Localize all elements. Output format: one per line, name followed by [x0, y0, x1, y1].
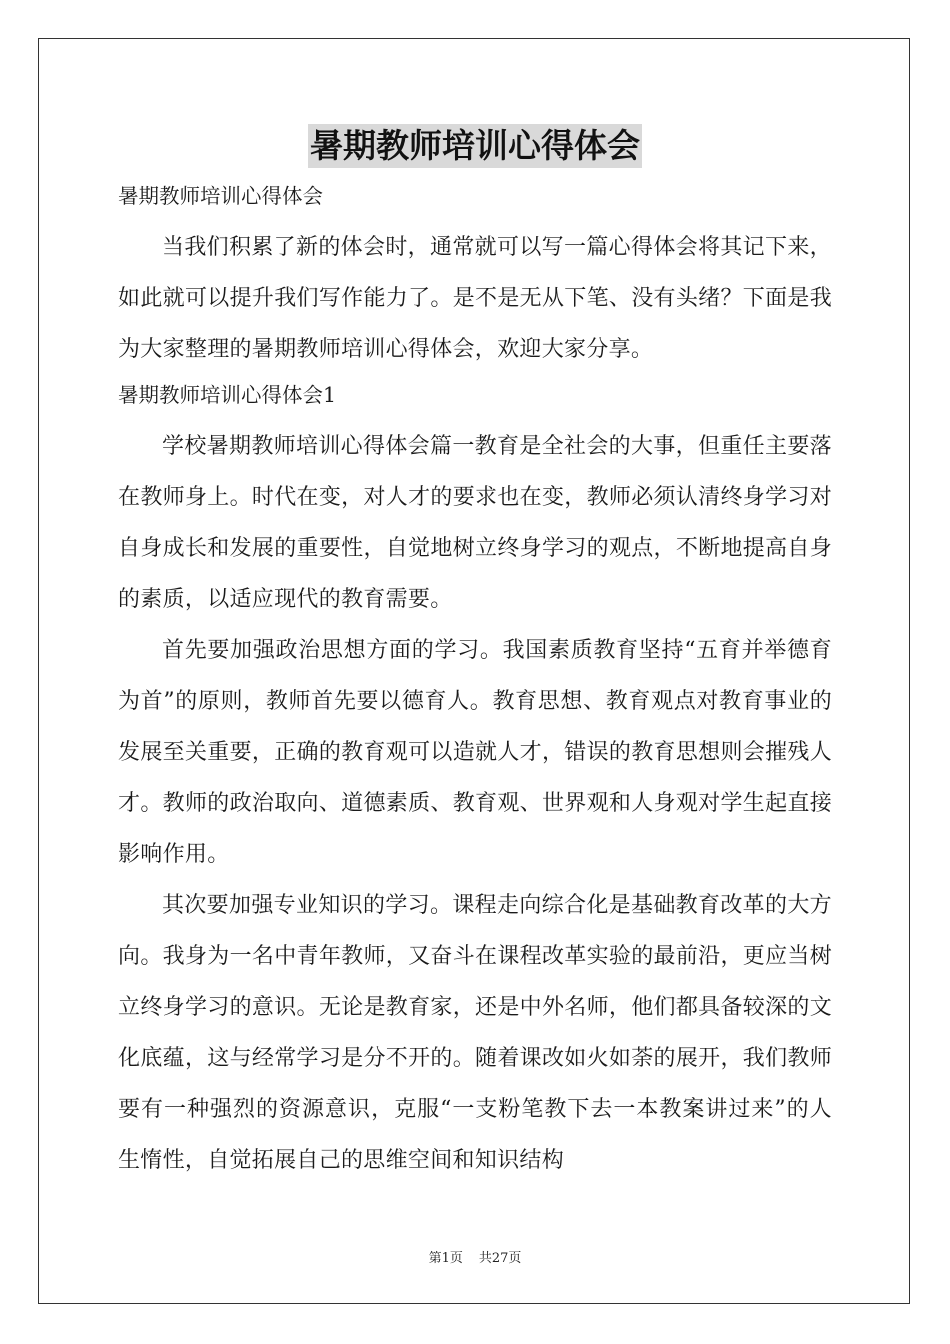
- body-paragraph-3: 其次要加强专业知识的学习。课程走向综合化是基础教育改革的大方向。我身为一名中青年教师，又奋斗在课程改革实验的最前沿，更应当树立终身学习的意识。无论是教育家，还是中外名师，他们都具备较深的文化底蕴，这与经常学习是分不开的。随着课改如火如荼的展开，我们教师要有一种强烈的资源意识，克服“一支粉笔教下去一本教案讲过来”的人生惰性，自觉拓展自己的思维空间和知识结构: [118, 893, 832, 1173]
- page-number: 第1页: [428, 1251, 463, 1266]
- intro-paragraph: 当我们积累了新的体会时，通常就可以写一篇心得体会将其记下来，如此就可以提升我们写作能力了。是不是无从下笔、没有头绪？下面是我为大家整理的暑期教师培训心得体会，欢迎大家分享。: [118, 235, 832, 362]
- document-body: [118, 124, 832, 1186]
- section-heading: 暑期教师培训心得体会1: [118, 383, 337, 407]
- page-footer: [0, 1247, 950, 1266]
- subheading: 暑期教师培训心得体会: [118, 184, 323, 208]
- body-paragraph-2: 首先要加强政治思想方面的学习。我国素质教育坚持“五育并举德育为首”的原则，教师首先要以德育人。教育思想、教育观点对教育事业的发展至关重要，正确的教育观可以造就人才，错误的教育思想则会摧残人才。教师的政治取向、道德素质、教育观、世界观和人身观对学生起直接影响作用。: [118, 638, 832, 867]
- page-total: 共27页: [478, 1251, 522, 1266]
- document-title: 暑期教师培训心得体会: [308, 124, 642, 168]
- body-paragraph-1: 学校暑期教师培训心得体会篇一教育是全社会的大事，但重任主要落在教师身上。时代在变，对人才的要求也在变，教师必须认清终身学习对自身成长和发展的重要性，自觉地树立终身学习的观点，不断地提高自身的素质，以适应现代的教育需要。: [118, 434, 832, 612]
- title-wrapper: [118, 124, 832, 168]
